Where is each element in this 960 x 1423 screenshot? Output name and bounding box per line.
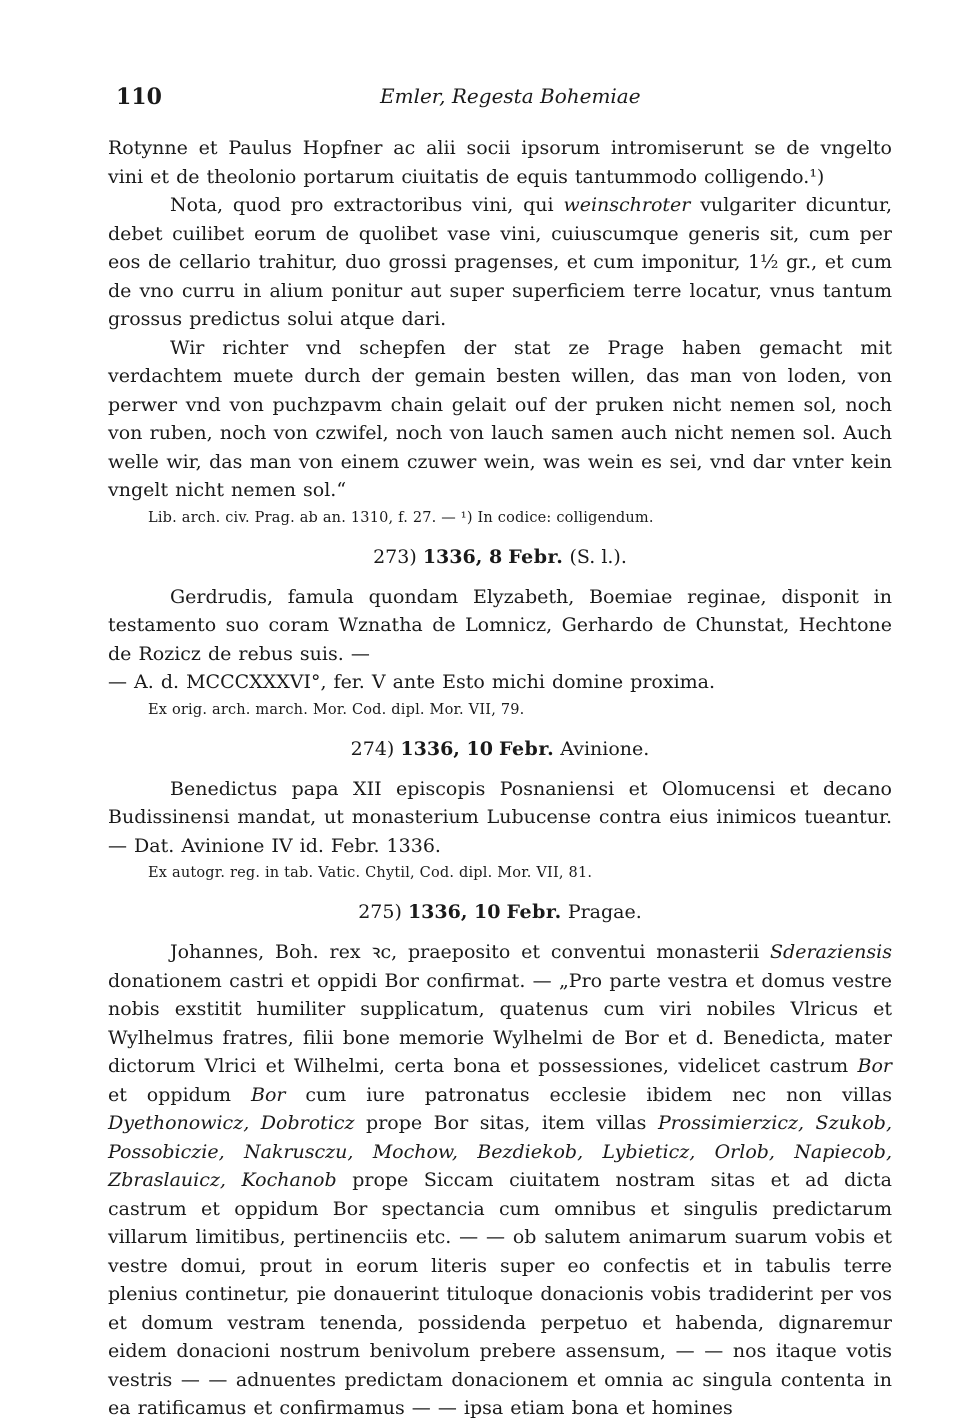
entry-274-heading: [108, 735, 892, 763]
intro-p2-text-b: vulgariter dicuntur, debet cuilibet eorum de quolibet vase vini, cuiuscumque generis sit, cum per eos de cellario trahitur, duo grossi pragenses, et cum imponitur, 1½ gr., et cum de vno curru in alium ponitur aut super superficiem terre locatur, vnus tantum grossus predictus solui atque dari.: [108, 194, 892, 330]
entry-273-source-note: Ex orig. arch. march. Mor. Cod. dipl. Mor. VII, 79.: [148, 701, 525, 718]
entry-number: 274): [350, 737, 395, 760]
entry-275-t6: prope Siccam ciuitatem nostram sitas et ad dicta castrum et oppidum Bor spectancia cum omnibus et singulis predictarum villarum limitibus, pertinenciis etc. — — ob salutem animarum suarum vobis et vestre domui, prout in eorum literis super eo confectis et in tabulis terre plenius continetur, pie donauerint tituloque donacionis vobis tradiderint per vos et domum vestram tenenda, possidenda perpetuo et habenda, dignaremur eidem donacioni nostrum benivolum prebere assensum, — — nos itaque votis vestris — — adnuentes predictam donacionem et omnia ac singula contenta in ea ratificamus et confirmamus — — ipsa etiam bona et homines: [108, 1169, 892, 1419]
entry-place: Pragae.: [567, 901, 642, 923]
intro-p2-text-a: Nota, quod pro extractoribus vini, qui: [170, 194, 564, 216]
entry-275-t2: donationem castri et oppidi Bor confirmat. — „Pro parte vestra et domus vestre nobis exstitit humiliter supplicatum, quatenus cum viri nobiles Vlricus et Wylhelmus fratres, filii bone memorie Wylhelmi de Bor et d. Benedicta, mater dictorum Vlrici et Wilhelmi, certa bona et possessiones, videlicet castrum: [108, 969, 892, 1077]
entry-273-text-cont: — A. d. MCCCXXXVI°, fer. V ante Esto michi domine proxima.: [108, 671, 716, 693]
entry-month: Febr.: [506, 901, 562, 923]
entry-275-t3: et oppidum: [108, 1083, 251, 1106]
entry-275-i1: Sderaziensis: [770, 941, 892, 963]
intro-p2-term: weinschroter: [563, 194, 691, 216]
entry-month: Febr.: [508, 545, 564, 568]
entry-274-text: Benedictus papa XII episcopis Posnaniensi et Olomucensi et decano Budissinensi mandat, ut monasterium Lubucense contra eius inimicos tueantur. — Dat. Avinione IV id. Febr. 1336.: [108, 777, 892, 857]
entry-275-t5: prope Bor sitas, item villas: [354, 1112, 658, 1134]
entry-273-heading: [108, 543, 892, 571]
entry-275-i4: Dyethonowicz, Dobroticz: [108, 1112, 355, 1134]
intro-paragraph-3: Wir richter vnd schepfen der stat ze Prage haben gemacht mit verdachtem muete durch der gemain besten willen, das man von loden, von perwer vnd von puchzpavm chain gelait ouf der pruken nicht nemen sol, noch von ruben, noch von czwifel, noch von lauch samen auch nicht nemen sol. Auch welle wir, das man von einem czuwer wein, was wein es sei, vnd dar vnter kein vngelt nicht nemen sol.“: [108, 336, 892, 501]
entry-number: 273): [373, 545, 417, 568]
entry-275-i2: Bor: [857, 1055, 892, 1077]
entry-275-i5: Prossimierzicz, Szukob, Possobiczie, Nakrusczu, Mochow, Bezdiekob, Lybieticz, Orlob, Napiecob, Zbraslauicz, Kochanob: [108, 1112, 892, 1191]
entry-date: 1336, 10: [407, 901, 501, 923]
entry-place: Avinione.: [560, 737, 650, 760]
page-number: 110: [116, 84, 162, 110]
running-title: Emler, Regesta Bohemiae: [380, 84, 641, 108]
entry-275-text: [108, 938, 892, 1423]
entry-place: (S. l.).: [569, 545, 627, 568]
entry-month: Febr.: [499, 737, 555, 760]
entry-275-i3: Bor: [251, 1083, 286, 1106]
page-header: [108, 78, 892, 114]
intro-paragraph-2: [108, 191, 892, 334]
entry-274-source-note: Ex autogr. reg. in tab. Vatic. Chytil, Cod. dipl. Mor. VII, 81.: [148, 865, 593, 881]
entry-275-heading: [108, 898, 892, 926]
entry-date: 1336, 8: [422, 545, 503, 568]
entry-275-t4: cum iure patronatus ecclesie ibidem nec non villas: [285, 1083, 893, 1106]
entry-number: 275): [358, 901, 402, 923]
intro-source-note: Lib. arch. civ. Prag. ab an. 1310, f. 27. — ¹) In codice: colligendum.: [148, 509, 654, 526]
entry-date: 1336, 10: [400, 737, 493, 760]
intro-paragraph-1: Rotynne et Paulus Hopfner ac alii socii ipsorum intromiserunt se de vngelto vini et de theolonio portarum ciuitatis de equis tantummodo colligendo.¹): [108, 137, 892, 188]
entry-273-text: Gerdrudis, famula quondam Elyzabeth, Boemiae reginae, disponit in testamento suo coram Wznatha de Lomnicz, Gerhardo de Chunstat, Hechtone de Rozicz de rebus suis. —: [108, 585, 892, 665]
entry-275-t1: Johannes, Boh. rex ꝛc, praeposito et conventui monasterii: [170, 941, 771, 963]
